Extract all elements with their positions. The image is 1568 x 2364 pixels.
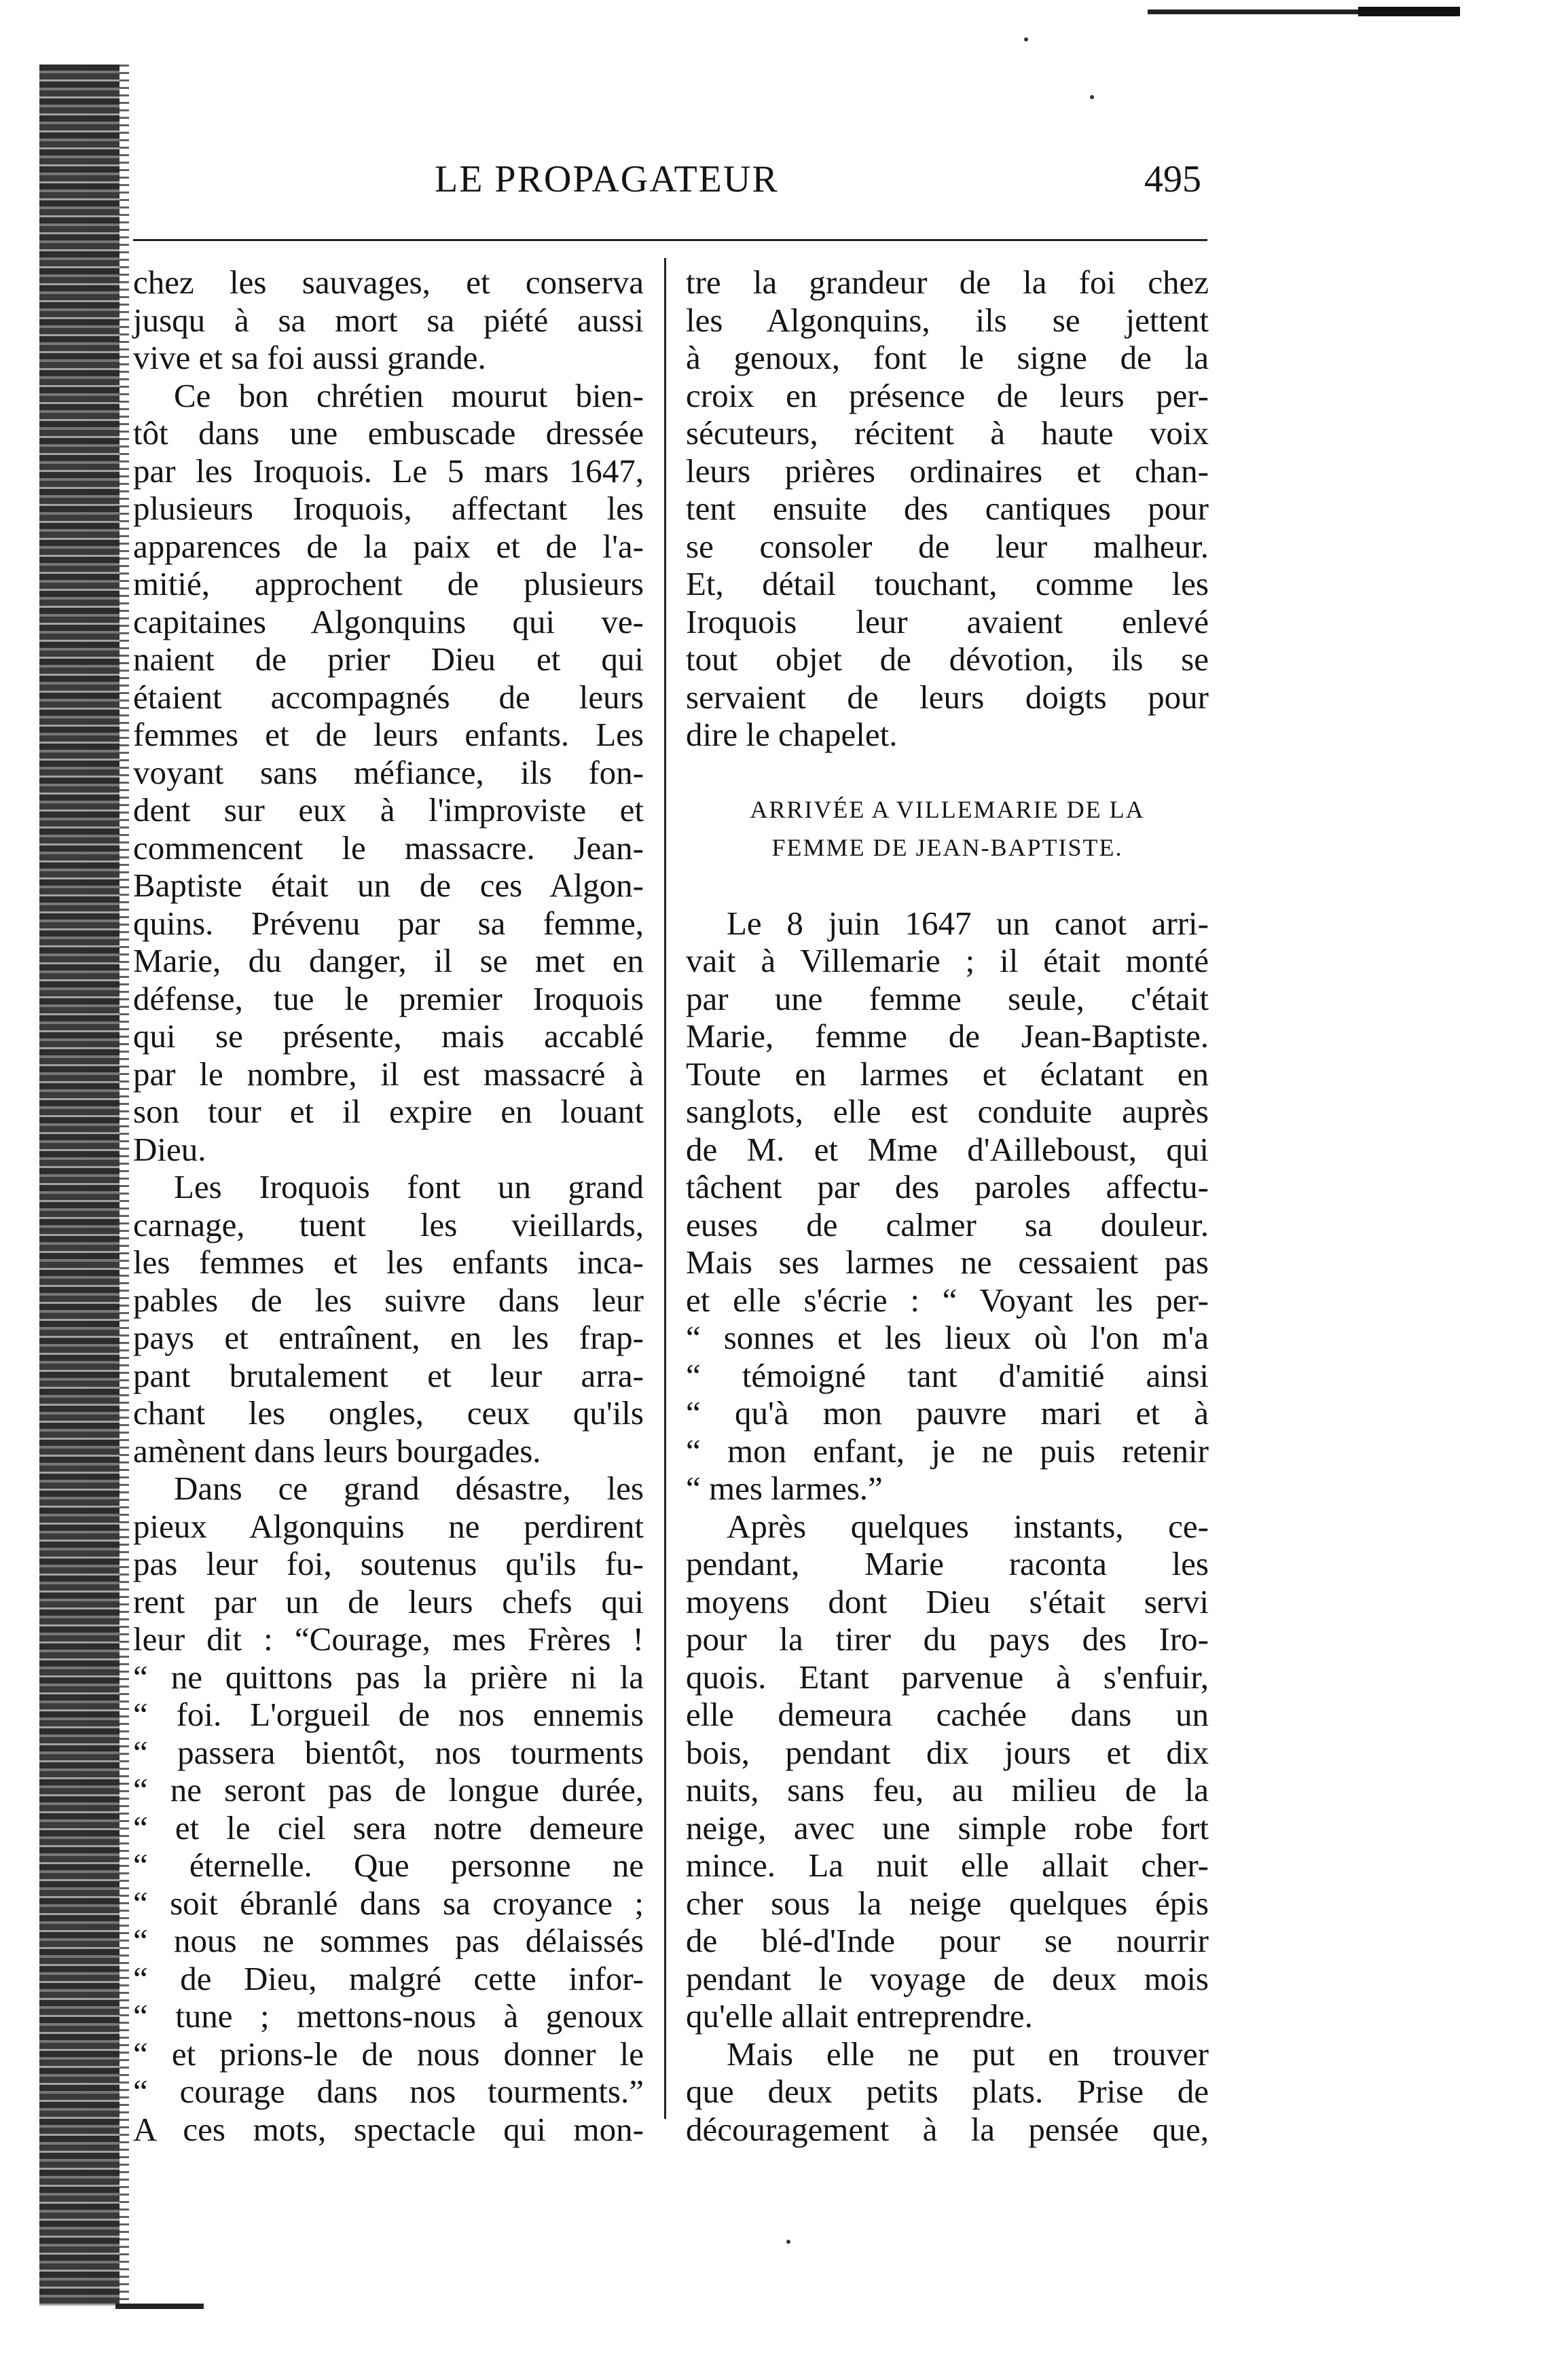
text-line: à genoux, font le signe de la <box>686 339 1209 376</box>
text-line: “ sonnes et les lieux où l'on m'a <box>686 1319 1209 1356</box>
text-line: “ témoigné tant d'amitié ainsi <box>686 1356 1209 1394</box>
text-line: pendant le voyage de deux mois <box>686 1959 1209 1997</box>
text-line: tôt dans une embuscade dressée <box>133 414 644 452</box>
text-line: “ éternelle. Que personne ne <box>133 1847 644 1884</box>
text-line: cher sous la neige quelques épis <box>686 1884 1209 1922</box>
text-line: “ nous ne sommes pas délaissés <box>133 1922 644 1959</box>
print-speck <box>1090 95 1094 99</box>
text-line: quois. Etant parvenue à s'enfuir, <box>686 1658 1209 1696</box>
header-rule <box>133 239 1207 241</box>
text-line: se consoler de leur malheur. <box>686 527 1209 565</box>
text-line: de M. et Mme d'Ailleboust, qui <box>686 1130 1209 1168</box>
section-heading: ARRIVÉE A VILLEMARIE DE LA <box>750 796 1145 823</box>
text-line: servaient de leurs doigts pour <box>686 678 1209 716</box>
blank-line <box>686 867 1209 905</box>
book-spine-edge <box>39 65 120 2306</box>
text-line: tent ensuite des cantiques pour <box>686 490 1209 527</box>
text-line: carnage, tuent les vieillards, <box>133 1205 644 1243</box>
text-line: Dieu. <box>133 1130 206 1168</box>
text-line: son tour et il expire en louant <box>133 1093 644 1130</box>
text-line: “ courage dans nos tourments.” <box>133 2073 644 2110</box>
text-line: pour la tirer du pays des Iro- <box>686 1620 1209 1658</box>
text-line: Mais elle ne put en trouver <box>727 2035 1209 2073</box>
text-line: “ mes larmes.” <box>686 1470 883 1507</box>
text-line: femmes et de leurs enfants. Les <box>133 716 644 753</box>
text-line: apparences de la paix et de l'a- <box>133 527 644 565</box>
text-line: sanglots, elle est conduite auprès <box>686 1093 1209 1130</box>
text-line: “ et prions-le de nous donner le <box>133 2035 644 2073</box>
text-line: dent sur eux à l'improviste et <box>133 791 644 829</box>
text-line: amènent dans leurs bourgades. <box>133 1432 541 1470</box>
print-speck <box>786 2240 790 2244</box>
text-line: qui se présente, mais accablé <box>133 1017 644 1055</box>
text-line: plusieurs Iroquois, affectant les <box>133 490 644 527</box>
text-line: les femmes et les enfants inca- <box>133 1243 644 1281</box>
text-line: Toute en larmes et éclatant en <box>686 1055 1209 1093</box>
text-line: “ soit ébranlé dans sa croyance ; <box>133 1884 644 1922</box>
text-line: croix en présence de leurs per- <box>686 376 1209 414</box>
text-line: Marie, femme de Jean-Baptiste. <box>686 1017 1209 1055</box>
text-line: “ qu'à mon pauvre mari et à <box>686 1394 1209 1432</box>
text-line: quins. Prévenu par sa femme, <box>133 904 644 942</box>
text-line: tre la grandeur de la foi chez <box>686 263 1209 301</box>
spine-foot-mark <box>115 2304 204 2309</box>
left-text-column <box>133 263 644 2148</box>
text-line: Dans ce grand désastre, les <box>174 1470 644 1507</box>
text-line: Et, détail touchant, comme les <box>686 565 1209 602</box>
text-line: voyant sans méfiance, ils fon- <box>133 753 644 791</box>
text-line: rent par un de leurs chefs qui <box>133 1582 644 1620</box>
text-line: jusqu à sa mort sa piété aussi <box>133 301 644 339</box>
text-line: Marie, du danger, il se met en <box>133 942 644 979</box>
text-line: par les Iroquois. Le 5 mars 1647, <box>133 452 644 490</box>
running-header-title: LE PROPAGATEUR <box>435 158 779 200</box>
text-line: par une femme seule, c'était <box>686 979 1209 1017</box>
text-line: vive et sa foi aussi grande. <box>133 339 486 376</box>
text-line: “ foi. L'orgueil de nos ennemis <box>133 1696 644 1733</box>
text-line: tout objet de dévotion, ils se <box>686 640 1209 678</box>
text-line: “ tune ; mettons-nous à genoux <box>133 1997 644 2035</box>
text-line: Mais ses larmes ne cessaient pas <box>686 1243 1209 1281</box>
text-line: sécuteurs, récitent à haute voix <box>686 414 1209 452</box>
page-number: 495 <box>1144 158 1201 200</box>
text-line: commencent le massacre. Jean- <box>133 829 644 867</box>
text-line: Après quelques instants, ce- <box>727 1507 1209 1545</box>
right-text-column <box>686 263 1209 2148</box>
text-line: pas leur foi, soutenus qu'ils fu- <box>133 1545 644 1582</box>
text-line: par le nombre, il est massacré à <box>133 1055 644 1093</box>
text-line: capitaines Algonquins qui ve- <box>133 602 644 640</box>
text-line: leurs prières ordinaires et chan- <box>686 452 1209 490</box>
text-line: “ et le ciel sera notre demeure <box>133 1808 644 1847</box>
text-line: Les Iroquois font un grand <box>174 1168 644 1205</box>
text-line: “ mon enfant, je ne puis retenir <box>686 1432 1209 1470</box>
text-line: mitié, approchent de plusieurs <box>133 565 644 602</box>
text-line: elle demeura cachée dans un <box>686 1696 1209 1733</box>
text-line: neige, avec une simple robe fort <box>686 1808 1209 1847</box>
text-line: défense, tue le premier Iroquois <box>133 979 644 1017</box>
text-line: Ce bon chrétien mourut bien- <box>174 376 644 414</box>
column-divider <box>664 258 666 2119</box>
text-line: pendant, Marie raconta les <box>686 1545 1209 1582</box>
text-line: pays et entraînent, en les frap- <box>133 1319 644 1356</box>
text-line: bois, pendant dix jours et dix <box>686 1733 1209 1771</box>
text-line: Baptiste était un de ces Algon- <box>133 867 644 904</box>
text-line: Le 8 juin 1647 un canot arri- <box>727 904 1209 942</box>
text-line: vait à Villemarie ; il était monté <box>686 942 1209 979</box>
top-edge-rule <box>1148 10 1460 14</box>
text-line: naient de prier Dieu et qui <box>133 640 644 678</box>
text-line: pieux Algonquins ne perdirent <box>133 1507 644 1545</box>
text-line: de blé-d'Inde pour se nourrir <box>686 1922 1209 1959</box>
text-line: découragement à la pensée que, <box>686 2110 1209 2148</box>
text-line: euses de calmer sa douleur. <box>686 1205 1209 1243</box>
section-heading: FEMME DE JEAN-BAPTISTE. <box>771 833 1123 861</box>
text-line: et elle s'écrie : “ Voyant les per- <box>686 1281 1209 1319</box>
blank-line <box>686 754 1209 792</box>
text-line: moyens dont Dieu s'était servi <box>686 1582 1209 1620</box>
text-line: pant brutalement et leur arra- <box>133 1356 644 1394</box>
text-line: les Algonquins, ils se jettent <box>686 301 1209 339</box>
text-line: dire le chapelet. <box>686 716 898 753</box>
text-line: nuits, sans feu, au milieu de la <box>686 1771 1209 1808</box>
text-line: étaient accompagnés de leurs <box>133 678 644 716</box>
text-line: “ de Dieu, malgré cette infor- <box>133 1959 644 1997</box>
text-line: “ ne seront pas de longue durée, <box>133 1771 644 1808</box>
text-line: leur dit : “Courage, mes Frères ! <box>133 1620 644 1658</box>
text-line: pables de les suivre dans leur <box>133 1281 644 1319</box>
text-line: chant les ongles, ceux qu'ils <box>133 1394 644 1432</box>
text-line: “ passera bientôt, nos tourments <box>133 1733 644 1771</box>
text-line: Iroquois leur avaient enlevé <box>686 602 1209 640</box>
text-line: que deux petits plats. Prise de <box>686 2073 1209 2110</box>
print-speck <box>1024 37 1028 41</box>
text-line: mince. La nuit elle allait cher- <box>686 1847 1209 1884</box>
text-line: A ces mots, spectacle qui mon- <box>133 2110 644 2148</box>
text-line: tâchent par des paroles affectu- <box>686 1168 1209 1205</box>
text-line: qu'elle allait entreprendre. <box>686 1997 1033 2035</box>
text-line: chez les sauvages, et conserva <box>133 263 644 301</box>
text-line: “ ne quittons pas la prière ni la <box>133 1658 644 1696</box>
